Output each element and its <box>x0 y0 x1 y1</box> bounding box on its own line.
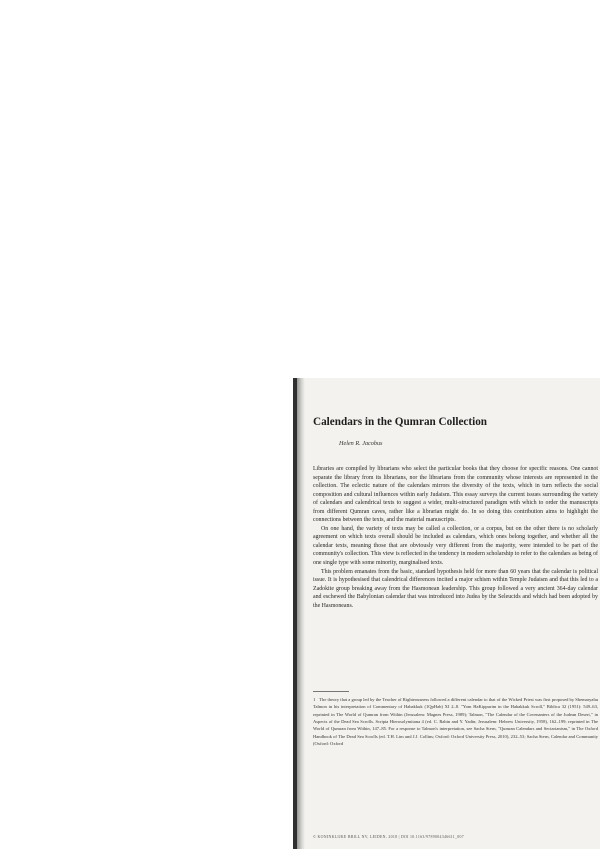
page-binding-edge <box>293 378 297 849</box>
footnote-text: The theory that a group led by the Teacher of Righteousness followed a different calendar to that of the Wicked Priest was first proposed by Shemaryahu Talmon in his interpretation of Commentary of Habakkuk (1QpHab) XI 2–8. "Yom HaKippurim in the Habakkuk Scroll," Biblica 32 (1951): 549–63, reprinted in The World of Qumran from Within (Jerusalem: Magnes Press, 1989); Talmon, "The Calendar of the Covenanters of the Judean Desert," in Aspects of the Dead Sea Scrolls. Scripta Hierosolymitana 4 (ed. C. Rabin and Y. Yadin; Jerusalem: Hebrew University, 1958), 162–199; reprinted in The World of Qumran from Within, 147–85. For a response to Talmon's interpretation, see Sacha Stern, "Qumran Calendars and Sectarianism," in The Oxford Handbook of The Dead Sea Scrolls (ed. T.H. Lim and J.J. Collins; Oxford: Oxford University Press, 2010), 232–53; Sacha Stern, Calendar and Community (Oxford: Oxford <box>313 697 598 747</box>
footnote-rule <box>313 691 349 692</box>
footnote-number: 1 <box>313 697 316 702</box>
book-page <box>293 378 600 849</box>
paragraph-2: On one hand, the variety of texts may be called a collection, or a corpus, but on the other there is no scholarly agreement on which texts overall should be included as calendars, which ones belong together, and whether all the calendar texts, meaning those that are obviously very different from the majority, were intended to be part of the community's collection. This view is reflected in the tendency in modern scholarship to refer to the calendars as being of one single type with some minority, marginalised texts. <box>313 525 598 567</box>
chapter-title: Calendars in the Qumran Collection <box>313 416 488 428</box>
footnote <box>313 696 598 747</box>
paragraph-3: This problem emanates from the basic, standard hypothesis held for more than 60 years that the calendar is political issue. It is hypothesised that calendrical differences incited a major schism within Temple Judaism and that this led to a Zadokite group breaking away from the Hasmonean leadership. This group followed a very ancient 364-day calendar and eschewed the Babylonian calendar that was introduced into Judea by the Seleucids and which had been adopted by the Hasmoneans. <box>313 568 598 609</box>
body-text <box>313 465 598 610</box>
paragraph-1: Libraries are compiled by librarians who select the particular books that they choose for specific reasons. One cannot separate the library from its librarians, nor the librarians from the community whose interests are represented in the collection. The eclectic nature of the calendars mirrors the diversity of the texts, which in turn reflects the social composition and cultural influences within early Judaism. This essay surveys the current issues surrounding the variety of calendars and calendrical texts to suggest a wider, multi-structured paradigm with which to order the manuscripts from different Qumran caves, rather like a librarian might do. In so doing this contribution aims to highlight the connections between the texts, and the material manuscripts. <box>313 466 598 524</box>
chapter-author: Helen R. Jacobus <box>339 440 383 447</box>
running-footer: © KONINKLIJKE BRILL NV, LEIDEN, 2018 | DOI 10.1163/9789004346611_007 <box>313 835 465 839</box>
